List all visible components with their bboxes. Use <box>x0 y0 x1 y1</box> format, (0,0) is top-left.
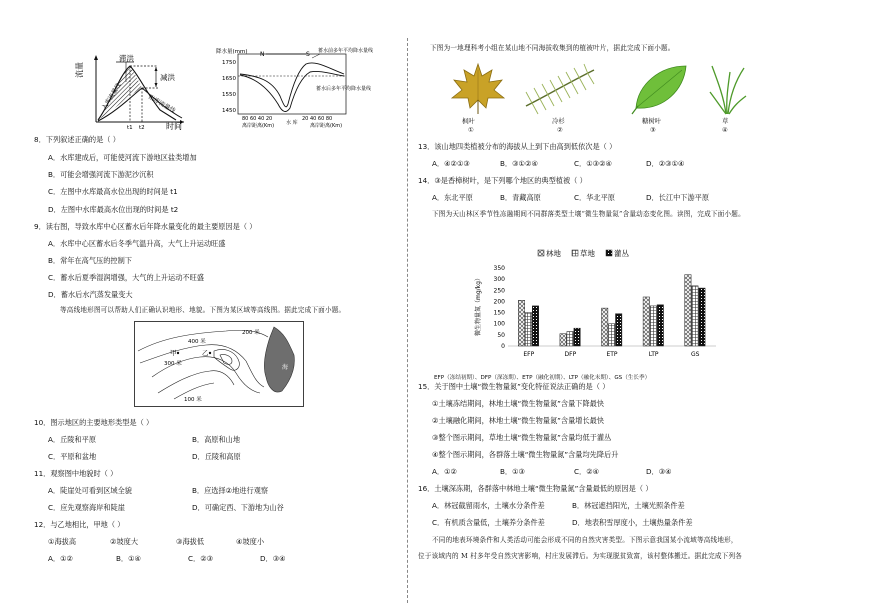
bar-EFP-林地 <box>518 300 524 346</box>
bar-DFP-草地 <box>567 332 573 346</box>
q13-option-c[interactable]: C．①③②④ <box>574 159 612 168</box>
q11-option-b[interactable]: B．应选择②地进行观察 <box>192 486 269 495</box>
chart-ytick-350: 350 <box>493 265 505 272</box>
bar-LTP-草地 <box>650 306 656 346</box>
xticks-left: 80 60 40 20 <box>242 116 273 122</box>
q14-option-c[interactable]: C．华北平原 <box>574 193 615 202</box>
bar-DFP-林地 <box>560 334 566 346</box>
q10-option-a[interactable]: A．丘陵和平原 <box>48 435 97 444</box>
q11-option-a[interactable]: A．陡崖处可看到区域全貌 <box>48 486 132 495</box>
q10-stem: 10．图示地区的主要地形类型是（ ） <box>34 418 154 427</box>
q15-statement-1: ①土壤冻结期间，林地土壤“微生物量氮”含量下降最快 <box>432 399 605 408</box>
q11-option-d[interactable]: D．可确定西、下游地为山谷 <box>192 503 284 512</box>
contour-intro: 等高线地形图可以帮助人们正确认识地形、地貌。下图为某区域等高线图。据此完成下面小题。 <box>60 306 346 314</box>
reduce-label: 减洪 <box>160 73 175 82</box>
leaf-num-1: ① <box>468 126 474 134</box>
flood-hydrograph-diagram <box>75 52 190 131</box>
q12-choice-1: ①海拔高 <box>48 537 77 546</box>
q8-option-c[interactable]: C．左图中水库最高水位出现的时间是 t1 <box>48 187 178 196</box>
xtick-DFP: DFP <box>564 351 577 358</box>
q16-option-b[interactable]: B．林冠遮挡阳光，土壤光照条件差 <box>572 501 685 510</box>
legend-label-林地: 林地 <box>546 249 561 258</box>
precipitation-profile-chart <box>208 44 374 129</box>
legend-swatch-林地 <box>538 250 544 256</box>
legend-before: 蓄水前多年平均降水量线 <box>318 48 374 54</box>
bar-EFP-灌丛 <box>532 306 538 346</box>
bar-GS-灌丛 <box>699 288 705 346</box>
q8-stem: 8．下列叙述正确的是（ ） <box>34 135 120 144</box>
x-axis-label: 时间 <box>166 122 182 131</box>
contour-200: 200 米 <box>242 330 260 336</box>
y-axis-label: 流量 <box>75 62 84 78</box>
q15-option-c[interactable]: C．②④ <box>574 467 600 476</box>
profile-ylabel: 降水量(mm) <box>216 49 248 55</box>
q15-option-b[interactable]: B．①③ <box>500 467 526 476</box>
q12-option-a[interactable]: A．①② <box>48 554 73 563</box>
stagnation-label: 滞洪 <box>119 54 134 63</box>
bar-GS-草地 <box>692 286 698 346</box>
q15-option-a[interactable]: A．①② <box>432 467 457 476</box>
chart-ylabel: 微生物量氮（mg/kg） <box>475 275 482 336</box>
q12-choice-2: ②坡度大 <box>110 537 139 546</box>
camphor-leaf-image <box>630 60 690 116</box>
bar-GS-林地 <box>685 275 691 346</box>
leaf-num-2: ② <box>557 126 563 134</box>
maple-leaf-image <box>448 60 508 116</box>
q8-option-d[interactable]: D．左图中水库最高水位出现的时间是 t2 <box>48 205 179 214</box>
point-jia: 甲 <box>170 349 177 357</box>
bar-EFP-草地 <box>525 313 531 346</box>
q14-stem: 14．③是香樟树叶，是下列哪个地区的典型植被（ ） <box>418 176 587 185</box>
xlabel-center: 水 库 <box>286 120 298 126</box>
column-divider <box>407 38 408 603</box>
q13-option-d[interactable]: D．②③①④ <box>646 159 685 168</box>
leaf-name-grass: 草 <box>722 117 729 125</box>
q15-option-d[interactable]: D．③④ <box>646 467 672 476</box>
north-label: N <box>260 51 265 58</box>
chart-ytick-200: 200 <box>493 298 505 306</box>
legend-after: 蓄水后多年平均降水量线 <box>316 86 372 92</box>
final-intro-line-2: 位于该域内的 M 村多年受自然灾害影响，村庄发展滞后。为实现脱贫致富，该村整体搬迁。据此完成下列各 <box>418 552 743 560</box>
q16-option-d[interactable]: D．地表积雪厚度小，土壤热量条件差 <box>572 518 693 527</box>
soil-intro: 下图为天山林区季节性冻融期间不同群落类型土壤“微生物量氮”含量动态变化图。读图，完成下面小题。 <box>432 210 745 218</box>
chart-ytick-300: 300 <box>493 276 505 284</box>
contour-map <box>134 321 304 407</box>
xtick-ETP: ETP <box>606 351 618 358</box>
south-label: S <box>306 51 310 58</box>
q10-option-d[interactable]: D．丘陵和高原 <box>192 452 241 461</box>
contour-400: 400 米 <box>188 339 206 345</box>
xlabel-right: 离岸距离(Km) <box>310 123 343 129</box>
ytick-1550: 1550 <box>222 92 236 98</box>
chart-ytick-0: 0 <box>501 343 505 350</box>
t1-label: t1 <box>127 125 133 131</box>
q8-option-b[interactable]: B．可能会增强河流下游泥沙沉积 <box>48 170 154 179</box>
leaf-num-3: ③ <box>650 126 656 134</box>
q14-option-a[interactable]: A．东北平原 <box>432 193 473 202</box>
q11-stem: 11．观察图中地貌时（ ） <box>34 469 118 478</box>
q15-statement-3: ③整个图示期间，草地土壤“微生物量氮”含量均低于灌丛 <box>432 433 612 442</box>
bar-ETP-林地 <box>602 308 608 346</box>
ytick-1450: 1450 <box>222 108 236 114</box>
legend-swatch-灌丛 <box>606 250 612 256</box>
q16-stem: 16．土壤深冻期，各群落中林地土壤“微生物量氮”含量最低的原因是（ ） <box>418 484 653 493</box>
chart-ytick-50: 50 <box>497 331 505 339</box>
q11-option-c[interactable]: C．应先观察海岸和陡崖 <box>48 503 125 512</box>
inflow-label: 入库流量线 <box>100 81 123 112</box>
q12-choice-3: ③海拔低 <box>176 537 205 546</box>
leaf-num-4: ④ <box>722 126 728 134</box>
xtick-LTP: LTP <box>648 351 659 358</box>
bar-ETP-草地 <box>609 324 615 346</box>
q12-option-c[interactable]: C．②③ <box>188 554 214 563</box>
fir-branch-image <box>520 60 600 116</box>
q8-option-a[interactable]: A．水库建成后，可能使河流下游地区盐类增加 <box>48 153 197 162</box>
t2-label: t2 <box>139 125 145 131</box>
chart-ytick-100: 100 <box>493 320 505 328</box>
q15-statement-4: ④整个图示期间，各群落土壤“微生物量氮”含量均先降后升 <box>432 450 619 459</box>
q9-option-b[interactable]: B．常年在高气压的控制下 <box>48 256 132 265</box>
bar-LTP-林地 <box>643 297 649 346</box>
q9-stem: 9．读右图，导致水库中心区蓄水后年降水量变化的最主要原因是（ ） <box>34 222 257 231</box>
q10-option-b[interactable]: B．高原和山地 <box>192 435 241 444</box>
q12-option-b[interactable]: B．①④ <box>116 554 142 563</box>
q16-option-c[interactable]: C．有机质含量低，土壤养分条件差 <box>432 518 545 527</box>
outflow-label: 出库流量线 <box>147 93 177 115</box>
leaf-name-camphor: 糖树叶 <box>642 117 662 125</box>
sea-label: 海 <box>282 364 289 371</box>
xtick-GS: GS <box>690 351 700 358</box>
q9-option-c[interactable]: C．蓄水后夏季湿润增强，大气的上升运动不旺盛 <box>48 273 204 282</box>
legend-label-草地: 草地 <box>580 249 595 258</box>
ytick-1750: 1750 <box>222 60 236 66</box>
xlabel-left: 离岸距离(Km) <box>242 123 275 129</box>
contour-300: 300 米 <box>164 361 182 367</box>
bar-ETP-灌丛 <box>616 314 622 346</box>
q12-option-d[interactable]: D．③④ <box>260 554 286 563</box>
q9-option-a[interactable]: A．水库中心区蓄水后冬季气温升高，大气上升运动旺盛 <box>48 239 226 248</box>
xtick-EFP: EFP <box>523 351 535 358</box>
leaves-intro: 下图为一地理科考小组在某山地不同海拔收集到的植被叶片，据此完成下面小题。 <box>430 44 675 52</box>
q12-choice-4: ④坡度小 <box>236 537 265 546</box>
bar-LTP-灌丛 <box>657 305 663 346</box>
leaf-name-maple: 枫叶 <box>462 117 475 125</box>
legend-swatch-草地 <box>572 250 578 256</box>
chart-ytick-250: 250 <box>493 287 505 295</box>
legend-label-灌丛: 灌丛 <box>614 249 629 258</box>
leaf-name-fir: 冷杉 <box>552 117 565 125</box>
point-yi: 乙 <box>202 349 209 357</box>
q13-stem: 13．该山地四类植被分布的海拔从上到下由高到低依次是（ ） <box>418 142 617 151</box>
nitrogen-bar-chart <box>466 246 720 374</box>
q13-option-b[interactable]: B．③①②④ <box>500 159 538 168</box>
q12-stem: 12．与乙地相比，甲地（ ） <box>34 520 125 529</box>
xticks-right: 20 40 60 80 <box>302 116 333 122</box>
q15-stem: 15．关于图中土壤“微生物量氮”变化特征说法正确的是（ ） <box>418 382 610 391</box>
grass-image <box>708 62 748 116</box>
q16-option-a[interactable]: A．林冠截留雨水，土壤水分条件差 <box>432 501 545 510</box>
contour-100: 100 米 <box>184 397 202 403</box>
ytick-1650: 1650 <box>222 76 236 82</box>
q15-statement-2: ②土壤融化期间，林地土壤“微生物量氮”含量增长最快 <box>432 416 605 425</box>
final-intro-line-1: 不同的地表环境条件和人类活动可能会形成不同的自然灾害类型。下图示意我国某小流域等高线地形， <box>432 536 738 544</box>
q10-option-c[interactable]: C．平原和盆地 <box>48 452 97 461</box>
bar-DFP-灌丛 <box>574 328 580 346</box>
q14-option-b[interactable]: B．青藏高原 <box>500 193 541 202</box>
chart-ytick-150: 150 <box>493 309 505 317</box>
plot-frame <box>238 54 346 114</box>
q9-option-d[interactable]: D．蓄水后水汽蒸发量变大 <box>48 290 133 299</box>
q14-option-d[interactable]: D．长江中下游平原 <box>646 193 710 202</box>
chart-footnote: EFP（冻结初期）、DFP（深冻期）、ETP（融化初期）、LTP（融化末期）、GS（生长季） <box>434 375 651 381</box>
q13-option-a[interactable]: A．④②①③ <box>432 159 470 168</box>
